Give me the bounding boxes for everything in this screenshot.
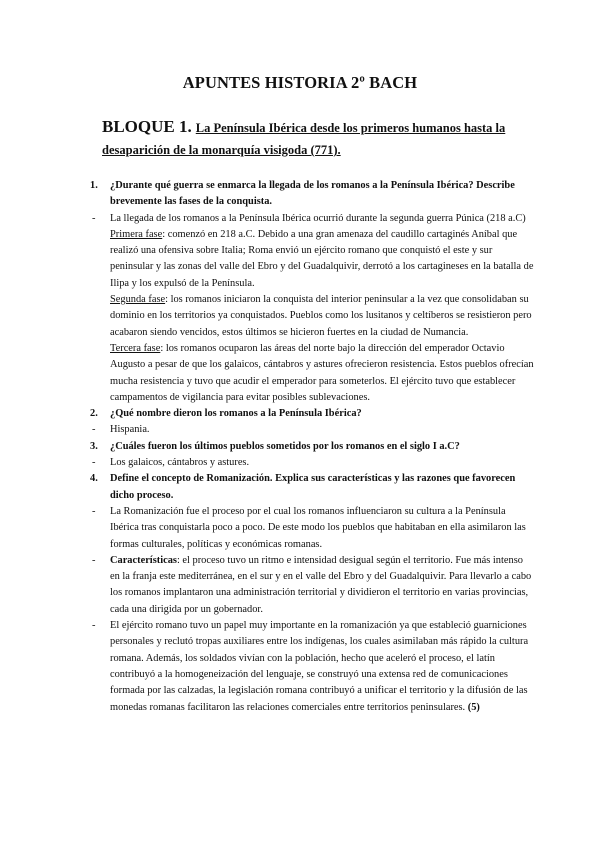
- phase-1-label: Primera fase: [110, 228, 163, 240]
- phase-2-label: Segunda fase: [110, 294, 166, 306]
- question-3: [0, 439, 540, 455]
- answer-3: [0, 455, 535, 471]
- question-text: ¿Cuáles fueron los últimos pueblos sometidos por los romanos en el siglo I a.C?: [110, 440, 460, 452]
- bullet-dash: -: [92, 620, 96, 632]
- phase-3: [110, 341, 535, 406]
- question-number: 1.: [90, 180, 98, 191]
- question-number: 2.: [90, 408, 98, 420]
- characteristics-label: Características: [110, 554, 177, 566]
- bloque-heading: [102, 116, 542, 161]
- answer-4-definition: [0, 504, 535, 553]
- answer-text: El ejército romano tuvo un papel muy importante en la romanización ya que estableció guarniciones personales y reclutó tropas auxiliares entre los indígenas, los cuales asimilaban más rápido la cultura romana. Además, los soldados vivían con la población, hecho que aceleró el proceso, el latín contribuyó a la homogeneización del lenguaje, se construyó una extensa red de comunicaciones formada por las calzadas, la legislación romana contribuyó a unificar el territorio y la difusión de las monedas romanas facilitaron las relaciones comerciales entre territorios peninsulares.: [110, 620, 529, 713]
- characteristics-text: : el proceso tuvo un ritmo e intensidad desigual según el territorio. Fue más intenso en la franja este mediterránea, en el sur y en el valle del Ebro y del Guadalquivir. Para llevarlo a cabo los romanos implantaron una administración territorial y dividieron el territorio en varias provincias, cada una dirigida por un gobernador.: [110, 554, 532, 615]
- question-2: [0, 406, 540, 422]
- question-text: ¿Qué nombre dieron los romanos a la Península Ibérica?: [110, 408, 362, 420]
- document-title: APUNTES HISTORIA 2º BACH: [182, 73, 418, 92]
- bullet-dash: -: [92, 457, 96, 469]
- question-1: [0, 178, 540, 211]
- bullet-dash: -: [92, 424, 96, 436]
- bullet-dash: -: [92, 212, 96, 224]
- question-number: 4.: [90, 473, 98, 485]
- answer-text: Los galaicos, cántabros y astures.: [110, 457, 250, 469]
- document-content: [0, 178, 600, 716]
- question-4: [0, 471, 540, 504]
- phase-3-text: : los romanos ocuparon las áreas del norte bajo la dirección del emperador Octavio Augusto a pesar de que los galaicos, cántabros y astures ofrecieron resistencia. Estos pueblos ofrecían mucha resistencia y tuvo que acudir el emperador para someterlos. El ejército tuvo que establecer campamentos de vigilancia para evitar posibles sublevaciones.: [110, 342, 534, 403]
- phase-3-label: Tercera fase: [110, 342, 161, 354]
- phase-1: [110, 227, 535, 292]
- phase-2: [110, 292, 535, 341]
- phase-2-text: : los romanos iniciaron la conquista del interior peninsular a la vez que consolidaban su dominio en los territorios ya conquistados. Pueblos como los lusitanos y celtíberos se resistieron pero acabaron siendo vencidos, estos últimos se hicieron fuertes en la ciudad de Numancia.: [110, 294, 532, 338]
- bullet-dash: -: [92, 554, 96, 566]
- question-text: Define el concepto de Romanización. Explica sus características y las razones que favorecen dicho proceso.: [110, 473, 516, 501]
- answer-4-characteristics: [0, 553, 535, 618]
- answer-2: [0, 422, 535, 438]
- answer-text: Hispania.: [110, 424, 150, 436]
- question-number: 3.: [90, 440, 98, 452]
- answer-intro: La llegada de los romanos a la Península Ibérica ocurrió durante la segunda guerra Púnica (218 a.C): [110, 212, 526, 224]
- bullet-dash: -: [92, 505, 96, 517]
- score-mark: (5): [467, 701, 480, 713]
- bloque-label: BLOQUE 1.: [102, 117, 192, 136]
- phase-1-text: : comenzó en 218 a.C. Debido a una gran amenaza del caudillo cartaginés Aníbal que realizó una ofensiva sobre Italia; Roma envió un ejército romano que conquistó el este y sur peninsular y las zonas del valle del Ebro y del Guadalquivir, derrotó a los cartagineses en la batalla de Ilipa y los expulsó de la Península.: [110, 228, 534, 289]
- answer-text: La Romanización fue el proceso por el cual los romanos influenciaron su cultura a la Península Ibérica tras conquistarla poco a poco. De este modo los pueblos que habitaban en ella asimilaron las formas culturales, políticas y económicas romanas.: [110, 505, 526, 550]
- question-text: ¿Durante qué guerra se enmarca la llegada de los romanos a la Península Ibérica? Describe brevemente las fases de la conquista.: [110, 180, 515, 208]
- bloque-title: La Península Ibérica desde los primeros humanos hasta la desaparición de la monarquía visigoda (771).: [102, 121, 506, 157]
- answer-1: [0, 211, 535, 407]
- answer-4-reasons: [0, 618, 535, 716]
